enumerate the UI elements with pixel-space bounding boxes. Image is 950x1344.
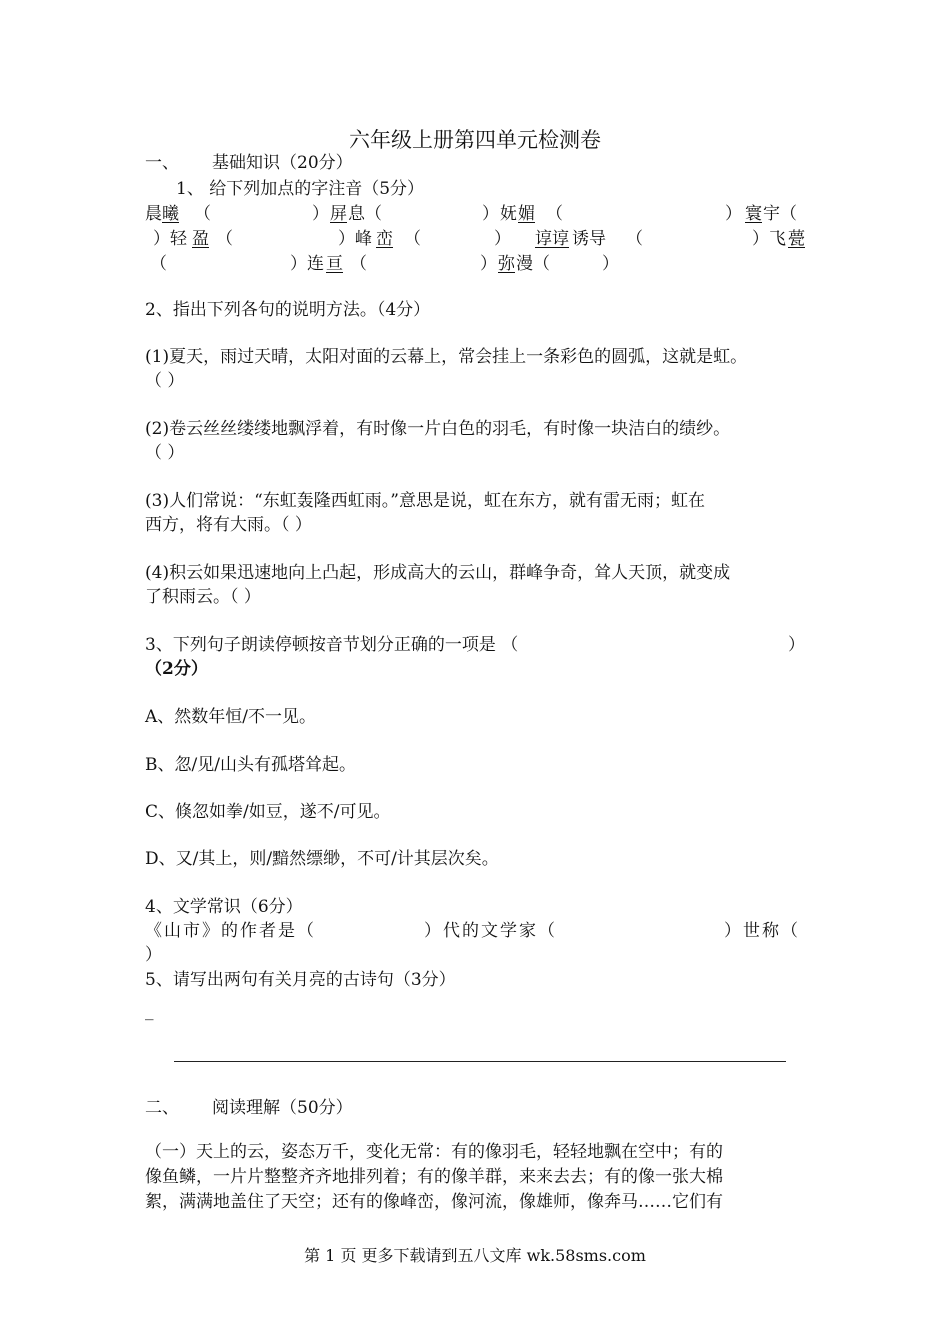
q3-prompt: 3、下列句子朗读停顿按音节划分正确的一项是 （ [145,635,519,655]
paren-open: （ [546,204,563,224]
word-char: ）轻 [153,229,187,249]
dotted-char: 媚 [518,204,535,224]
answer-line [174,1061,786,1062]
q2-sentence-3-cont: 西方，将有大雨。（ ） [145,515,312,535]
paren-close: ） [602,254,619,274]
q2-answer-blank-2: （ ） [145,443,185,463]
q4-part-3: ）世称（ [724,921,800,941]
q2-sentence-4: (4)积云如果迅速地向上凸起，形成高大的云山，群峰争奇，耸人天顶，就变成 [145,563,731,583]
q1-prompt: 1、 给下列加点的字注音（5分） [176,179,425,199]
dotted-char: 谆谆 [535,229,569,249]
q3-option-d: D、又/其上，则/黯然缥缈，不可/计其层次矣。 [145,849,499,869]
word-char: 息（ [348,204,382,224]
section2-number: 二、 [145,1098,179,1118]
reading-paragraph-line-2: 像鱼鳞，一片片整整齐齐地排列着；有的像羊群，来来去去；有的像一张大棉 [145,1167,723,1187]
dotted-char: 亘 [326,254,343,274]
q2-sentence-3: (3)人们常说：“东虹轰隆西虹雨。”意思是说，虹在东方，就有雷无雨；虹在 [145,491,705,511]
word-char: ）飞 [752,229,786,249]
dotted-char: 甍 [788,229,805,249]
dotted-char: 弥 [498,254,515,274]
paren-close: ） [480,254,497,274]
word-char: ）峰 [338,229,372,249]
reading-paragraph-line-1: （一）天上的云，姿态万千，变化无常：有的像羽毛，轻轻地飘在空中；有的 [145,1142,723,1162]
word-char: 宇（ [763,204,797,224]
word-char: 漫（ [516,254,550,274]
paren-close: ） [312,204,329,224]
q5-dash: _ [145,1001,154,1021]
q3-score: （2分） [145,659,208,679]
q4-part-1: 《山市》的作者是（ [145,921,316,941]
word-char: 妩 [500,204,517,224]
word-char: 诱导 [572,229,606,249]
q4-part-2: ）代的文学家（ [424,921,557,941]
paren-open: （ [626,229,643,249]
q2-sentence-4-cont: 了积雨云。（ ） [145,587,261,607]
q2-sentence-2: (2)卷云丝丝缕缕地飘浮着，有时像一片白色的羽毛，有时像一块洁白的绩纱。 [145,419,731,439]
q3-option-a: A、然数年恒/不一见。 [145,707,317,727]
dotted-char: 曦 [162,204,179,224]
section2-heading: 阅读理解（50分） [212,1098,353,1118]
dotted-char: 盈 [192,229,209,249]
section1-heading: 基础知识（20分） [212,153,353,173]
q3-option-b: B、忽/见/山头有孤塔耸起。 [145,755,356,775]
paren-open: （ [350,254,367,274]
paren-open: （ [404,229,421,249]
reading-paragraph-line-3: 絮，满满地盖住了天空；还有的像峰峦，像河流，像雄师，像奔马……它们有 [145,1192,723,1212]
section1-number: 一、 [145,153,179,173]
q3-option-c: C、倏忽如拳/如豆，遂不/可见。 [145,802,391,822]
paren-open: （ [194,204,211,224]
paren-close: ） [788,635,805,655]
paren-open: （ [216,229,233,249]
paren-close: ） [494,229,511,249]
paren-open: （ [150,254,167,274]
dotted-char: 峦 [376,229,393,249]
paren-close: ） [725,204,742,224]
q2-prompt: 2、指出下列各句的说明方法。（4分） [145,300,431,320]
dotted-char: 屏 [330,204,347,224]
word-char: ）连 [290,254,324,274]
paren-close: ） [482,204,499,224]
page-title: 六年级上册第四单元检测卷 [349,128,601,152]
dotted-char: 寰 [745,204,762,224]
q2-answer-blank-1: （ ） [145,371,185,391]
word-char: 晨 [145,204,162,224]
page-footer: 第 1 页 更多下载请到五八文库 wk.58sms.com [304,1246,646,1265]
q4-part-4: ） [145,945,162,965]
q2-sentence-1: (1)夏天，雨过天晴，太阳对面的云幕上，常会挂上一条彩色的圆弧，这就是虹。 [145,347,748,367]
q5-prompt: 5、请写出两句有关月亮的古诗句（3分） [145,970,456,990]
q4-prompt: 4、文学常识（6分） [145,897,303,917]
